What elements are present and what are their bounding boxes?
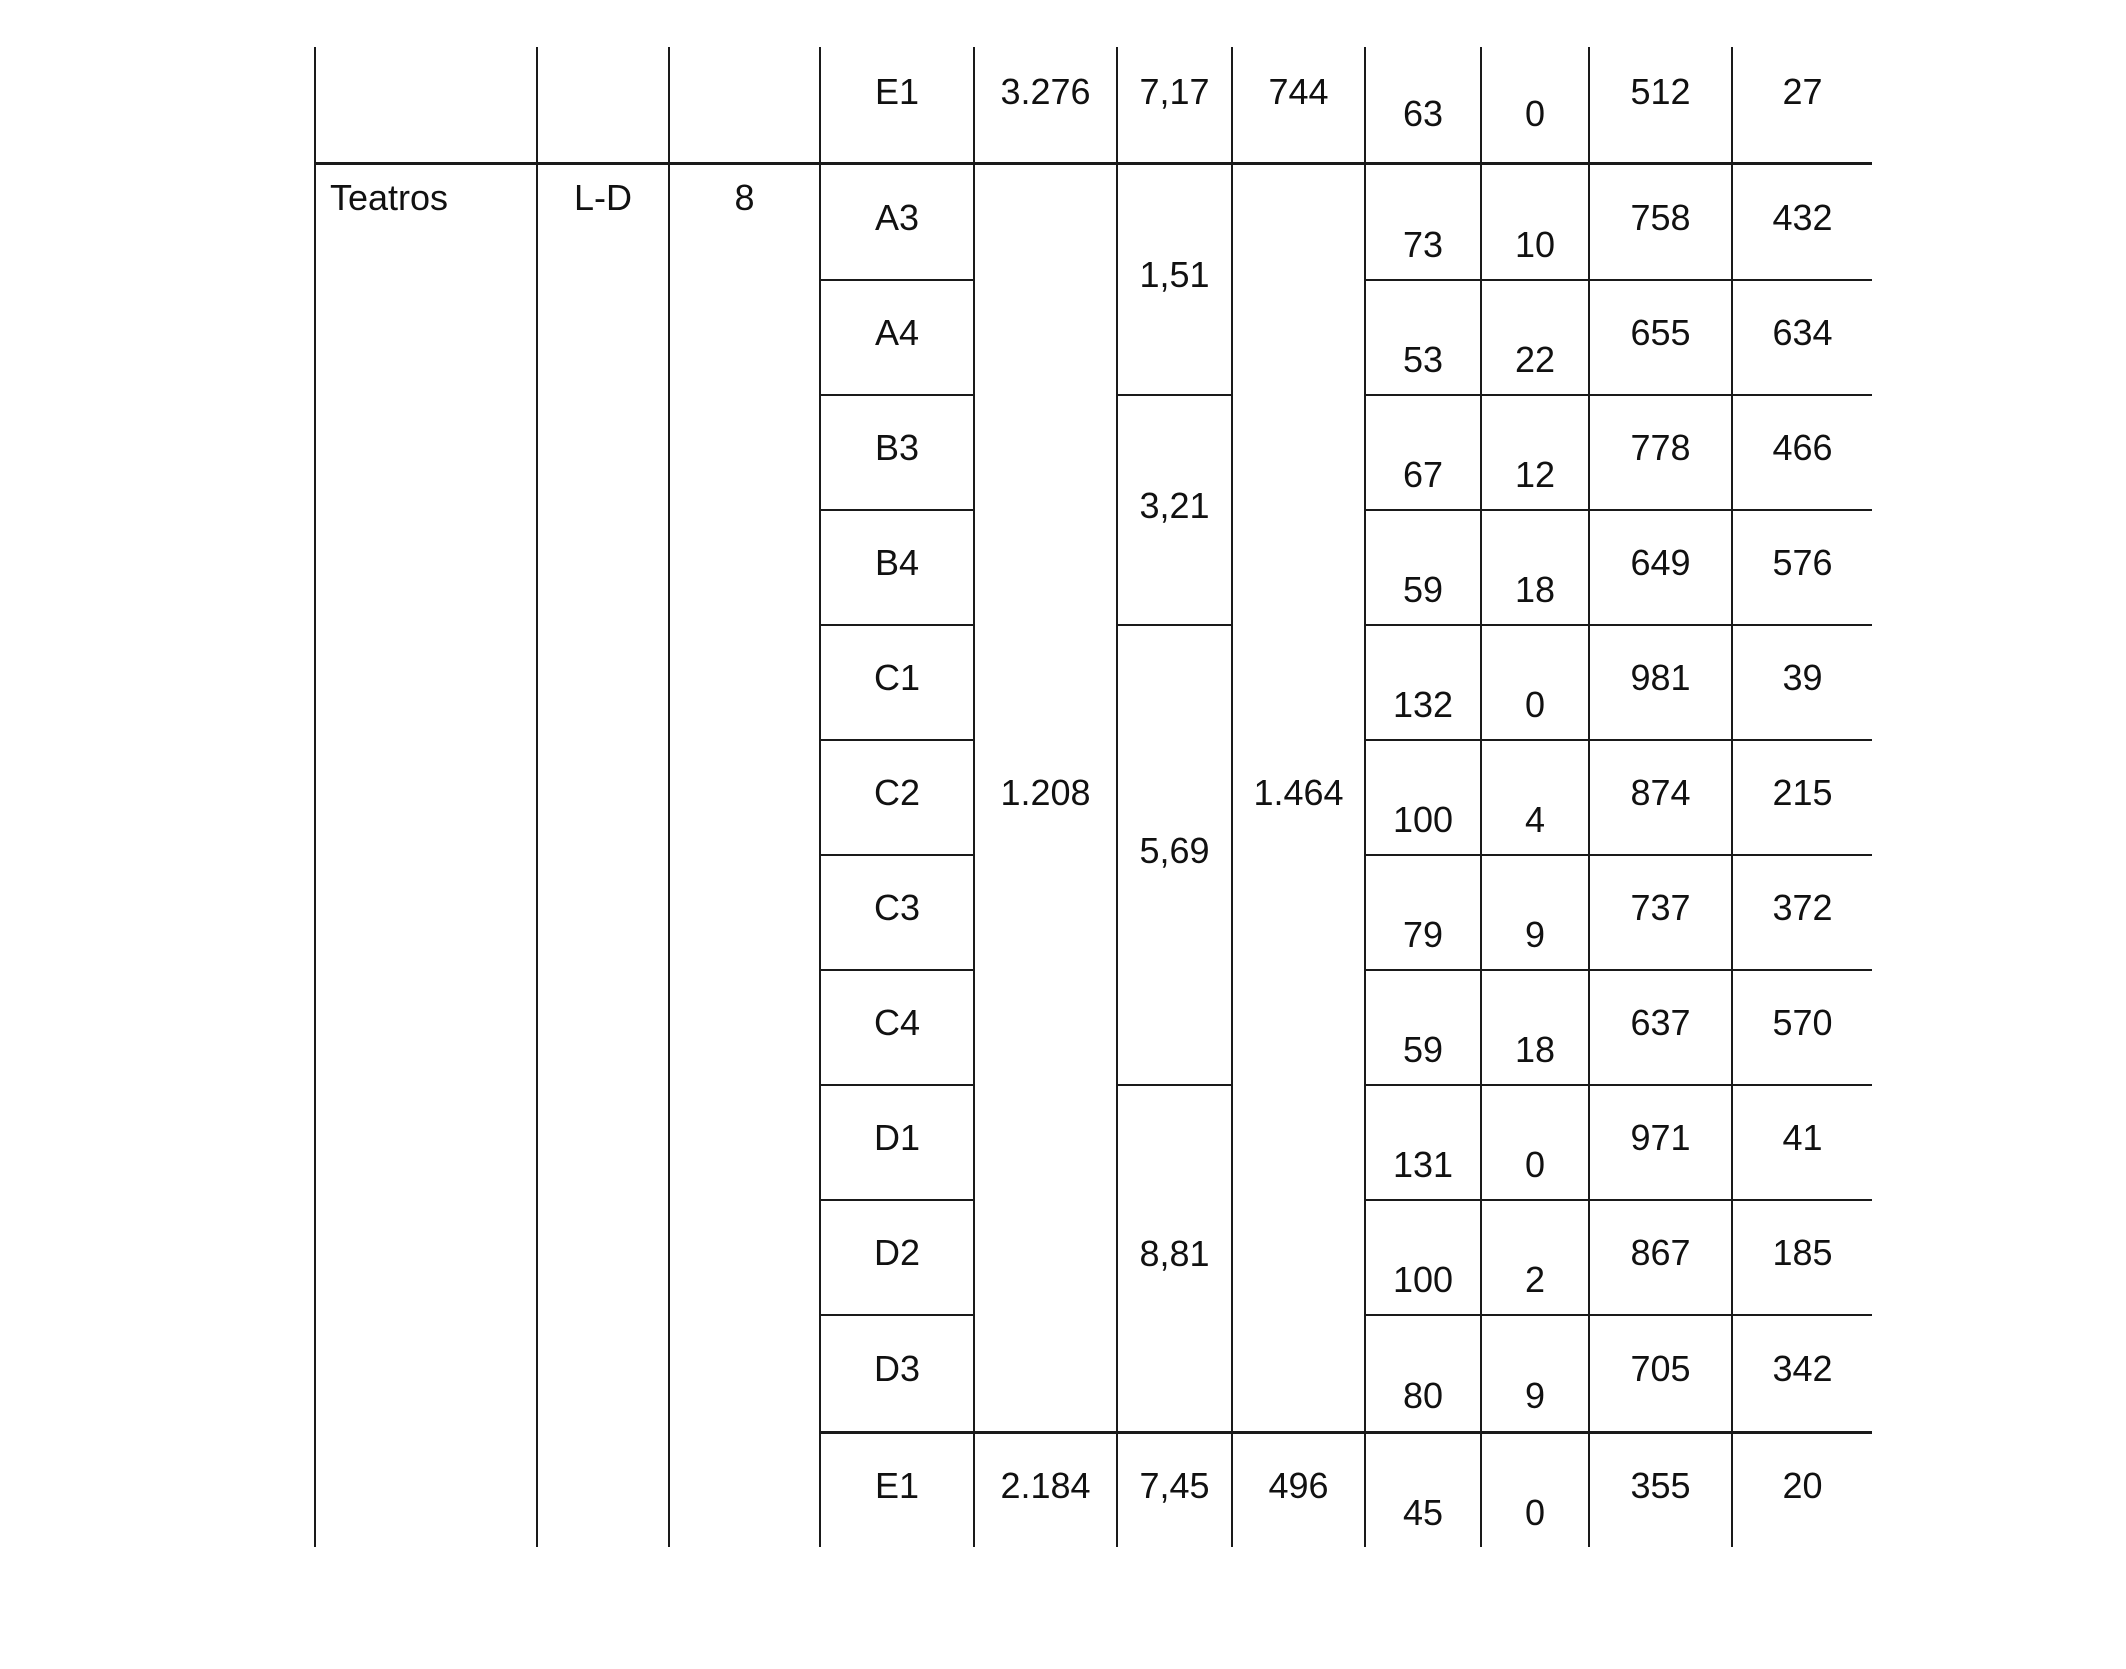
value-a-cell: 758 bbox=[1589, 163, 1732, 280]
value-a-cell: 778 bbox=[1589, 395, 1732, 510]
subtotal-cell: 744 bbox=[1232, 47, 1365, 163]
count-a-cell: 132 bbox=[1365, 625, 1481, 740]
rate-cell: 7,45 bbox=[1117, 1432, 1232, 1547]
value-b-cell: 215 bbox=[1732, 740, 1872, 855]
zone-label-cell: B3 bbox=[820, 395, 974, 510]
zone-label-cell: C2 bbox=[820, 740, 974, 855]
count-a-cell: 73 bbox=[1365, 163, 1481, 280]
schedule-table bbox=[314, 47, 1872, 1547]
count-a-cell: 80 bbox=[1365, 1315, 1481, 1432]
grand-subtotal-cell: 1.464 bbox=[1232, 163, 1365, 1432]
value-a-cell: 355 bbox=[1589, 1432, 1732, 1547]
count-a-cell: 131 bbox=[1365, 1085, 1481, 1200]
count-b-cell: 9 bbox=[1481, 1315, 1589, 1432]
count-a-cell: 79 bbox=[1365, 855, 1481, 970]
value-b-cell: 466 bbox=[1732, 395, 1872, 510]
rate-group-cell: 1,51 bbox=[1117, 163, 1232, 395]
value-b-cell: 342 bbox=[1732, 1315, 1872, 1432]
value-a-cell: 705 bbox=[1589, 1315, 1732, 1432]
value-a-cell: 981 bbox=[1589, 625, 1732, 740]
value-a-cell: 874 bbox=[1589, 740, 1732, 855]
value-a-cell: 867 bbox=[1589, 1200, 1732, 1315]
empty-cell bbox=[315, 47, 537, 163]
total-cell: 3.276 bbox=[974, 47, 1117, 163]
zone-label-cell: A4 bbox=[820, 280, 974, 395]
value-b-cell: 39 bbox=[1732, 625, 1872, 740]
count-b-cell: 0 bbox=[1481, 1432, 1589, 1547]
value-b-cell: 20 bbox=[1732, 1432, 1872, 1547]
count-b-cell: 18 bbox=[1481, 510, 1589, 625]
value-b-cell: 185 bbox=[1732, 1200, 1872, 1315]
count-a-cell: 53 bbox=[1365, 280, 1481, 395]
value-b-cell: 41 bbox=[1732, 1085, 1872, 1200]
count-b-cell: 9 bbox=[1481, 855, 1589, 970]
empty-cell bbox=[537, 47, 669, 163]
value-b-cell: 634 bbox=[1732, 280, 1872, 395]
count-b-cell: 18 bbox=[1481, 970, 1589, 1085]
table-row bbox=[315, 47, 1872, 163]
count-b-cell: 22 bbox=[1481, 280, 1589, 395]
count-a-cell: 67 bbox=[1365, 395, 1481, 510]
zone-label-cell: C3 bbox=[820, 855, 974, 970]
zone-label-cell: A3 bbox=[820, 163, 974, 280]
zone-label-cell: D2 bbox=[820, 1200, 974, 1315]
zone-label-cell: B4 bbox=[820, 510, 974, 625]
total-cell: 2.184 bbox=[974, 1432, 1117, 1547]
subtotal-cell: 496 bbox=[1232, 1432, 1365, 1547]
value-b-cell: 570 bbox=[1732, 970, 1872, 1085]
rate-group-cell: 8,81 bbox=[1117, 1085, 1232, 1432]
value-a-cell: 655 bbox=[1589, 280, 1732, 395]
value-b-cell: 27 bbox=[1732, 47, 1872, 163]
rate-group-cell: 3,21 bbox=[1117, 395, 1232, 625]
count-b-cell: 4 bbox=[1481, 740, 1589, 855]
value-b-cell: 372 bbox=[1732, 855, 1872, 970]
count-a-cell: 59 bbox=[1365, 970, 1481, 1085]
count-b-cell: 12 bbox=[1481, 395, 1589, 510]
rate-cell: 7,17 bbox=[1117, 47, 1232, 163]
zone-label-cell: E1 bbox=[820, 47, 974, 163]
zone-label-cell: C4 bbox=[820, 970, 974, 1085]
value-b-cell: 432 bbox=[1732, 163, 1872, 280]
count-b-cell: 10 bbox=[1481, 163, 1589, 280]
table-row bbox=[315, 163, 1872, 280]
rate-group-cell: 5,69 bbox=[1117, 625, 1232, 1085]
value-a-cell: 649 bbox=[1589, 510, 1732, 625]
value-a-cell: 971 bbox=[1589, 1085, 1732, 1200]
venue-name-cell: Teatros bbox=[315, 163, 537, 1547]
count-a-cell: 59 bbox=[1365, 510, 1481, 625]
count-a-cell: 45 bbox=[1365, 1432, 1481, 1547]
empty-cell bbox=[669, 47, 820, 163]
sessions-count-cell: 8 bbox=[669, 163, 820, 1547]
value-a-cell: 512 bbox=[1589, 47, 1732, 163]
zone-label-cell: D3 bbox=[820, 1315, 974, 1432]
count-b-cell: 2 bbox=[1481, 1200, 1589, 1315]
count-a-cell: 100 bbox=[1365, 1200, 1481, 1315]
zone-label-cell: C1 bbox=[820, 625, 974, 740]
count-a-cell: 63 bbox=[1365, 47, 1481, 163]
count-b-cell: 0 bbox=[1481, 625, 1589, 740]
value-b-cell: 576 bbox=[1732, 510, 1872, 625]
value-a-cell: 637 bbox=[1589, 970, 1732, 1085]
value-a-cell: 737 bbox=[1589, 855, 1732, 970]
count-b-cell: 0 bbox=[1481, 47, 1589, 163]
zone-label-cell: E1 bbox=[820, 1432, 974, 1547]
count-a-cell: 100 bbox=[1365, 740, 1481, 855]
count-b-cell: 0 bbox=[1481, 1085, 1589, 1200]
schedule-cell: L-D bbox=[537, 163, 669, 1547]
zone-label-cell: D1 bbox=[820, 1085, 974, 1200]
grand-total-cell: 1.208 bbox=[974, 163, 1117, 1432]
